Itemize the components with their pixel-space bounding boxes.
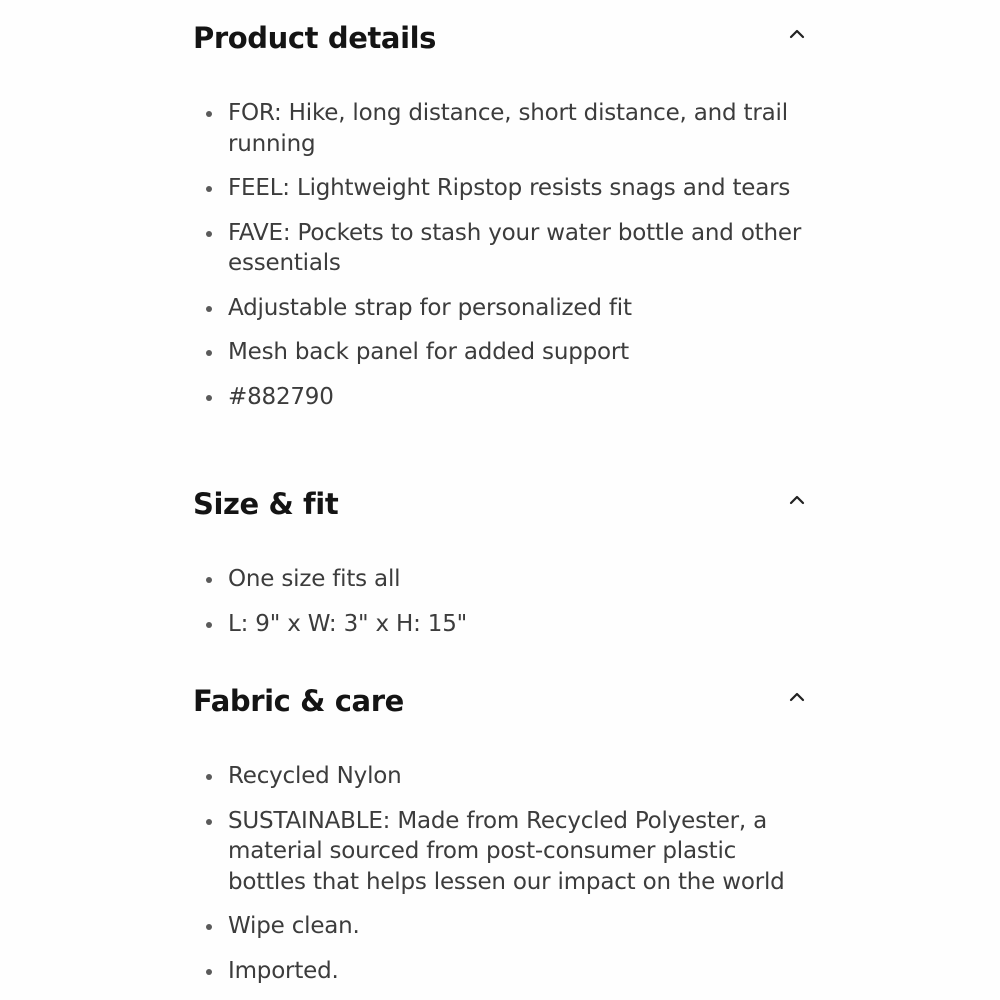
list-item [204, 609, 815, 640]
list-item [204, 564, 815, 595]
list-item-text: #882790 [228, 383, 334, 410]
bullet-icon [206, 186, 212, 192]
chevron-up-icon[interactable] [787, 24, 807, 44]
list-item-text: Imported. [228, 957, 339, 984]
bullet-icon [206, 819, 212, 825]
list-item [204, 761, 815, 792]
bullet-icon [206, 231, 212, 237]
size-fit-list [204, 564, 815, 653]
chevron-up-icon[interactable] [787, 687, 807, 707]
bullet-icon [206, 577, 212, 583]
list-item-text: Wipe clean. [228, 913, 360, 939]
list-item-text: FAVE: Pockets to stash your water bottle and other essentials [228, 219, 802, 276]
size-fit-title: Size & fit [193, 487, 339, 521]
list-item [204, 956, 815, 987]
bullet-icon [206, 774, 212, 780]
list-item [204, 98, 815, 159]
size-fit-header[interactable] [193, 484, 815, 528]
fabric-care-header[interactable] [193, 681, 815, 725]
chevron-up-icon[interactable] [787, 490, 807, 510]
bullet-icon [206, 969, 212, 975]
product-details-title: Product details [193, 21, 437, 55]
bullet-icon [206, 111, 212, 117]
list-item-text: Adjustable strap for personalized fit [228, 294, 632, 321]
list-item-text: Mesh back panel for added support [228, 339, 629, 365]
fabric-care-section [193, 681, 815, 984]
list-item-text: FOR: Hike, long distance, short distance, and trail running [228, 100, 788, 157]
bullet-icon [206, 395, 212, 401]
fabric-care-list [204, 761, 815, 1000]
size-fit-section [193, 484, 815, 637]
list-item-text: One size fits all [228, 566, 401, 592]
list-item [204, 293, 815, 324]
product-details-list [204, 98, 815, 426]
product-details-section [193, 18, 815, 410]
bullet-icon [206, 350, 212, 356]
list-item-text: SUSTAINABLE: Made from Recycled Polyester, a material sourced from post-consumer plastic bottles that helps lessen our impact on the world [228, 807, 785, 895]
list-item [204, 218, 815, 279]
list-item [204, 806, 815, 898]
bullet-icon [206, 622, 212, 628]
list-item [204, 337, 815, 368]
list-item-text: FEEL: Lightweight Ripstop resists snags and tears [228, 175, 791, 201]
list-item [204, 911, 815, 942]
list-item-text: L: 9" x W: 3" x H: 15" [228, 610, 468, 637]
bullet-icon [206, 306, 212, 312]
list-item [204, 382, 815, 413]
product-details-header[interactable] [193, 18, 815, 62]
bullet-icon [206, 924, 212, 930]
fabric-care-title: Fabric & care [193, 684, 404, 718]
list-item [204, 173, 815, 204]
list-item-text: Recycled Nylon [228, 763, 402, 789]
